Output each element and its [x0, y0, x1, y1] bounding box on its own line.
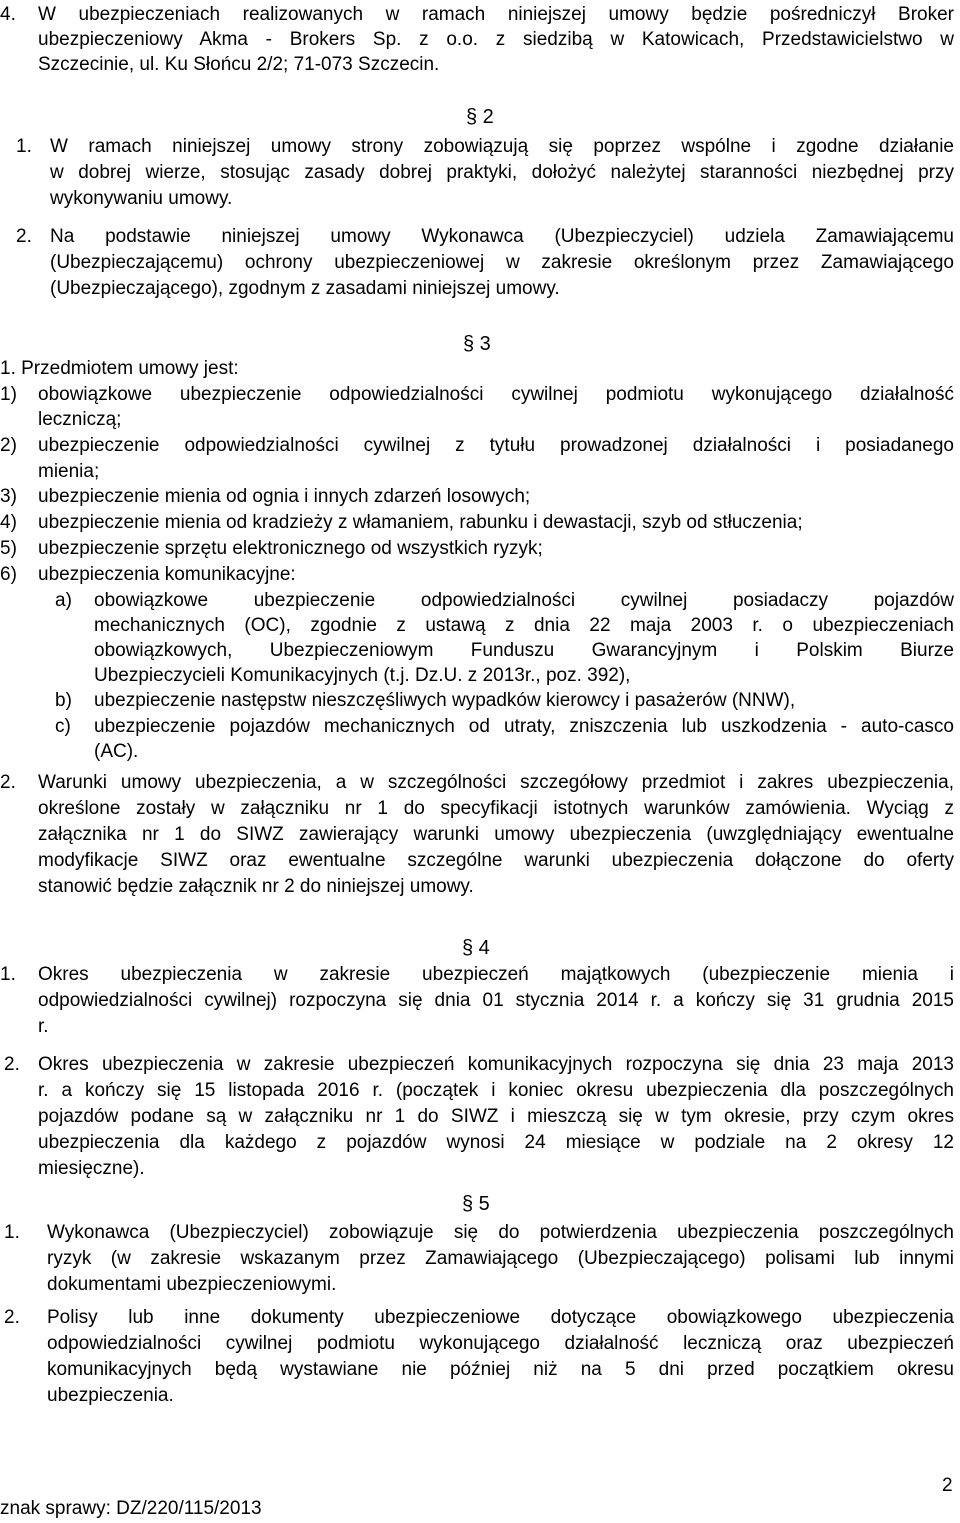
page-number: 2: [942, 1475, 953, 1496]
s3-sub-a-line-1: obowiązkowe ubezpieczenie odpowiedzialności cywilnej posiadaczy pojazdów: [94, 590, 954, 611]
s3-p2-line-1: Warunki umowy ubezpieczenia, a w szczególności szczegółowy przedmiot i zakres ubezpieczenia,: [38, 772, 954, 793]
s5-p1-number: 1.: [4, 1222, 20, 1243]
s5-p2-line-3: komunikacyjnych będą wystawiane nie później niż na 5 dni przed początkiem okresu: [47, 1359, 954, 1380]
s2-p1-line-3: wykonywaniu umowy.: [50, 188, 233, 209]
s5-p2-line-1: Polisy lub inne dokumenty ubezpieczeniowe dotyczące obowiązkowego ubezpieczenia: [47, 1307, 954, 1328]
s3-p2-line-5: stanowić będzie załącznik nr 2 do niniejszej umowy.: [38, 876, 474, 897]
s3-item-3-text: ubezpieczenie mienia od ognia i innych zdarzeń losowych;: [38, 486, 531, 507]
s2-p2-line-1: Na podstawie niniejszej umowy Wykonawca (Ubezpieczyciel) udziela Zamawiającemu: [50, 226, 954, 247]
s3-item-2-line-1: ubezpieczenie odpowiedzialności cywilnej z tytułu prowadzonej działalności i posiadanego: [38, 435, 954, 456]
intro-number: 4.: [0, 4, 16, 25]
s4-p1-number: 1.: [0, 964, 16, 985]
s3-sub-a-line-4: Ubezpieczycieli Komunikacyjnych (t.j. Dz.U. z 2013r., poz. 392),: [94, 665, 631, 686]
s3-item-4-text: ubezpieczenie mienia od kradzieży z włamaniem, rabunku i dewastacji, szyb od stłuczenia;: [38, 512, 803, 533]
s5-p2-line-4: ubezpieczenia.: [47, 1385, 174, 1406]
s3-item-3-number: 3): [0, 486, 17, 507]
s5-p2-line-2: odpowiedzialności cywilnej podmiotu wykonującego działalność leczniczą oraz ubezpieczeń: [47, 1333, 954, 1354]
s3-item-6-text: ubezpieczenia komunikacyjne:: [38, 564, 296, 585]
s4-p1-line-1: Okres ubezpieczenia w zakresie ubezpieczeń majątkowych (ubezpieczenie mienia i: [38, 964, 954, 985]
s3-sub-a-line-3: obowiązkowych, Ubezpieczeniowym Funduszu Gwarancyjnym i Polskim Biurze: [94, 640, 954, 661]
s3-p2-number: 2.: [0, 772, 16, 793]
s3-item-1-number: 1): [0, 384, 17, 405]
s4-p1-line-3: r.: [38, 1016, 49, 1037]
s4-p2-line-2: r. a kończy się 15 listopada 2016 r. (początek i koniec okresu ubezpieczenia dla poszczególnych: [38, 1080, 954, 1101]
s3-item-2-number: 2): [0, 435, 17, 456]
s3-p2-line-2: określone zostały w załączniku nr 1 do specyfikacji istotnych warunków zamówienia. Wyciąg z: [38, 798, 954, 819]
s3-sub-b-letter: b): [55, 690, 72, 711]
s5-p2-number: 2.: [4, 1307, 20, 1328]
s3-item-1-line-1: obowiązkowe ubezpieczenie odpowiedzialności cywilnej podmiotu wykonującego działalność: [38, 384, 954, 405]
s5-p1-line-2: ryzyk (w zakresie wskazanym przez Zamawiającego (Ubezpieczającego) polisami lub innymi: [47, 1248, 954, 1269]
s3-sub-a-line-2: mechanicznych (OC), zgodnie z ustawą z dnia 22 maja 2003 r. o ubezpieczeniach: [94, 615, 954, 636]
section-2-heading: § 2: [466, 106, 494, 128]
s2-p1-line-1: W ramach niniejszej umowy strony zobowiązują się poprzez wspólne i zgodne działanie: [50, 136, 954, 157]
section-5-heading: § 5: [462, 1193, 490, 1215]
s3-sub-c-line-2: (AC).: [94, 741, 139, 762]
s3-item-2-line-2: mienia;: [38, 461, 100, 482]
s5-p1-line-1: Wykonawca (Ubezpieczyciel) zobowiązuje się do potwierdzenia ubezpieczenia poszczególnych: [47, 1222, 954, 1243]
s3-sub-c-line-1: ubezpieczenie pojazdów mechanicznych od utraty, zniszczenia lub uszkodzenia - auto-casco: [94, 716, 954, 737]
section-3-heading: § 3: [463, 333, 491, 355]
s2-p1-number: 1.: [16, 136, 32, 157]
s4-p1-line-2: odpowiedzialności cywilnej) rozpoczyna się dnia 01 stycznia 2014 r. a kończy się 31 grudnia 2015: [38, 990, 954, 1011]
s2-p2-line-2: (Ubezpieczającemu) ochrony ubezpieczeniowej w zakresie określonym przez Zamawiającego: [50, 252, 954, 273]
intro-line-3: Szczecinie, ul. Ku Słońcu 2/2; 71-073 Szczecin.: [38, 54, 440, 75]
s3-item-5-text: ubezpieczenie sprzętu elektronicznego od wszystkich ryzyk;: [38, 538, 543, 559]
s2-p1-line-2: w dobrej wierze, stosując zasady dobrej praktyki, dołożyć należytej staranności niezbędnej przy: [50, 162, 954, 183]
section-4-heading: § 4: [462, 937, 490, 959]
s3-p1-intro: 1. Przedmiotem umowy jest:: [0, 358, 239, 379]
s3-item-1-line-2: leczniczą;: [38, 409, 122, 430]
s2-p2-number: 2.: [16, 226, 32, 247]
intro-line-2: ubezpieczeniowy Akma - Brokers Sp. z o.o. z siedzibą w Katowicach, Przedstawicielstwo w: [38, 29, 954, 50]
s5-p1-line-3: dokumentami ubezpieczeniowymi.: [47, 1274, 337, 1295]
s4-p2-line-5: miesięczne).: [38, 1158, 145, 1179]
s3-p2-line-3: załącznika nr 1 do SIWZ zawierający warunki umowy ubezpieczenia (uwzględniający ewentualne: [38, 824, 954, 845]
s3-sub-c-letter: c): [55, 716, 71, 737]
case-number: znak sprawy: DZ/220/115/2013: [0, 1498, 262, 1519]
s3-sub-b-text: ubezpieczenie następstw nieszczęśliwych wypadków kierowcy i pasażerów (NNW),: [94, 690, 796, 711]
s3-item-5-number: 5): [0, 538, 17, 559]
s3-item-6-number: 6): [0, 564, 17, 585]
s4-p2-line-4: ubezpieczenia dla każdego z pojazdów wynosi 24 miesiące w podziale na 2 okresy 12: [38, 1132, 954, 1153]
s4-p2-number: 2.: [4, 1054, 20, 1075]
s2-p2-line-3: (Ubezpieczającego), zgodnym z zasadami niniejszej umowy.: [50, 278, 560, 299]
s3-sub-a-letter: a): [55, 590, 72, 611]
s3-item-4-number: 4): [0, 512, 17, 533]
s4-p2-line-3: pojazdów podane są w załączniku nr 1 do SIWZ i mieszczą się w tym okresie, przy czym okres: [38, 1106, 954, 1127]
s4-p2-line-1: Okres ubezpieczenia w zakresie ubezpieczeń komunikacyjnych rozpoczyna się dnia 23 maja 2013: [38, 1054, 954, 1075]
s3-p2-line-4: modyfikacje SIWZ oraz ewentualne szczególne warunki ubezpieczenia dołączone do oferty: [38, 850, 954, 871]
intro-line-1: W ubezpieczeniach realizowanych w ramach niniejszej umowy będzie pośredniczył Broker: [38, 4, 954, 25]
